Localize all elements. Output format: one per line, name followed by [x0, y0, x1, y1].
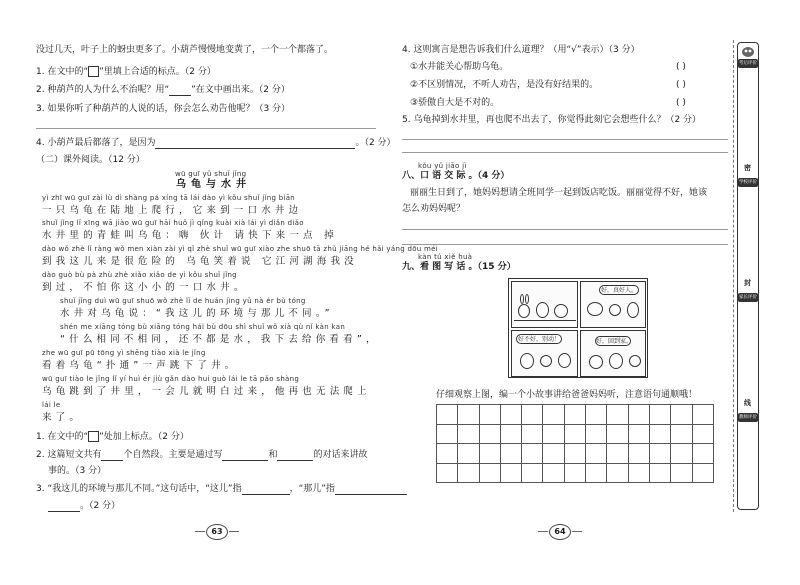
speech-bubble: 好，真好人。 [600, 287, 637, 294]
question-2: 2. 种葫芦的人为什么不治呢？用“ ”在文中画出来。（2 分） [36, 85, 290, 95]
answer-blank[interactable] [277, 452, 313, 461]
pinyin-line: zhe wū guī pū tōng yì shēng tiào xià le jǐng [42, 349, 206, 357]
rabbit-ear [525, 294, 529, 304]
section-8-pinyin: kǒu yǔ jiāo jì [418, 162, 467, 170]
sidebar-label: 家长评价 [739, 295, 757, 300]
owl-icon [741, 46, 755, 57]
speech-bubble: 好，回到家。 [596, 338, 633, 345]
page-number-right: 64 [549, 524, 571, 540]
section-8-text: 丽丽生日到了，她妈妈想请全班同学一起到饭店吃饭。丽丽觉得不好，她该 [410, 188, 708, 198]
story-title: 乌龟与水井 [176, 179, 251, 190]
rabbit-ear [520, 294, 524, 304]
intro-text: 没过几天，叶子上的蚜虫更多了。小葫芦慢慢地变黄了，一个一个都落了。 [36, 45, 334, 55]
question-3: 3. 如果你听了种葫芦的人说的话，你会怎么劝告他呢？（3 分） [36, 104, 291, 114]
comic-strip [508, 278, 648, 378]
story-line: 来了。 [42, 412, 84, 423]
question-5-right: 5. 乌龟掉到水井里，再也爬不出去了，你觉得此刻它会想些什么？（2 分） [402, 115, 702, 125]
page-number-left: 63 [206, 524, 228, 540]
section-8-heading: 八、口 语 交 际 。（4 分） [402, 171, 510, 181]
option-1-paren[interactable]: ( ) [676, 62, 686, 72]
writing-grid[interactable] [436, 404, 714, 483]
story-line: 乌龟跳到了井里，一会儿就明白过来，他再也无法爬上 [42, 386, 371, 397]
critter [558, 353, 571, 368]
section-9-pinyin: kàn tú xiě huà [418, 253, 473, 261]
answer-blank[interactable] [242, 486, 290, 495]
pinyin-line: shén me xiāng tóng bù xiāng tóng hái bù dōu shì shuǐ wǒ xià qù nǐ kàn kan [60, 323, 346, 331]
story-line: 到我这儿来是很危险的 乌龟笑着说 它江河湖海我没 [42, 256, 358, 267]
critter [627, 302, 639, 318]
critter [540, 355, 552, 367]
blank-box [88, 431, 99, 442]
reading-question-1: 1. 在文中的“ ”处加上标点。（2 分） [36, 432, 189, 442]
answer-line[interactable] [402, 139, 728, 140]
pinyin-line: yì zhī wū guī zài lù dì shàng pá xíng tā lái dào yì kǒu shuǐ jǐng biān [42, 194, 296, 202]
sidebar-char: 密 [744, 164, 751, 172]
answer-blank[interactable] [155, 140, 355, 149]
critter [587, 302, 603, 316]
option-3-paren[interactable]: ( ) [676, 98, 686, 108]
answer-line[interactable] [36, 128, 376, 129]
answer-blank[interactable] [101, 452, 123, 461]
section-8-text-cont: 怎么劝妈妈呢？ [402, 204, 466, 214]
underline-blank[interactable] [169, 87, 191, 96]
writing-instruction: 仔细观察上图，编一个小故事讲给爸爸妈妈听，注意语句通顺哦！ [436, 390, 698, 400]
answer-line[interactable] [402, 152, 728, 153]
sidebar-label: 学校评价 [739, 180, 757, 185]
reading-question-3: 3. “我这儿的环境与那儿不同。”这句话中，“这儿”指 ，“那儿”指 [36, 484, 407, 495]
answer-blank[interactable] [335, 486, 407, 495]
critter [629, 355, 641, 367]
ground-line [514, 320, 576, 321]
comic-panel-2 [580, 281, 646, 328]
story-line: 一只乌龟在陆地上爬行，它来到一口水井边 [42, 205, 303, 216]
sidebar-char: 线 [744, 399, 751, 407]
option-1: ①水井能关心帮助乌龟。 [410, 62, 509, 72]
pinyin-line: dào wǒ zhè lǐ ràng wǒ men xiàn zài yì qǐ zhè shuǐ wū guī xiào zhe shuō tā zhǔ jiāng hé hǎi yáng dōu méi [42, 245, 439, 253]
story-title-pinyin: wū guī yǔ shuǐ jǐng [175, 170, 247, 178]
question-4: 4. 小葫芦最后都落了，是因为 。（2 分） [36, 138, 396, 148]
reading-question-3-cont: 。（2 分） [48, 501, 120, 512]
section-9-heading: 九、看 图 写 话 。（15 分） [402, 262, 516, 272]
reading-question-2-cont: 事的。（3 分） [48, 466, 107, 476]
critter [589, 355, 603, 369]
pinyin-line: wū guī tiào le jǐng lǐ yí huì ér jiù gǎn dào huí guò lái le tā pǎo shàng [42, 375, 300, 383]
critter [520, 353, 534, 369]
pinyin-line: lái le [42, 401, 61, 409]
sidebar-label: 考后评价 [739, 61, 757, 66]
cut-line [733, 40, 734, 512]
pinyin-line: shuǐ jǐng duì wū guī shuō wǒ zhè lǐ de huán jìng yǔ nà ér bù tóng [60, 297, 306, 305]
option-2-paren[interactable]: ( ) [676, 80, 686, 90]
story-line: 水井里的青蛙叫乌龟：嗨 伙计 请快下来一点 掉 [42, 230, 338, 241]
sidebar-label: 教师评价 [739, 415, 757, 420]
section-2-heading: （二）课外阅读。（12 分） [36, 155, 145, 165]
critter [554, 304, 568, 318]
answer-line[interactable] [402, 244, 728, 245]
pinyin-line: dào guò bù pà zhù zhè xiǎo xiǎo de yì kǒu shuǐ jǐng [42, 271, 237, 279]
binding-sidebar [737, 42, 759, 510]
answer-blank[interactable] [48, 503, 80, 512]
option-2: ②不区别情况，不听人劝告，是没有好结果的。 [410, 80, 599, 90]
blank-box [88, 66, 99, 77]
story-line: 到过，不怕你这小小的一口水井。 [42, 282, 248, 293]
critter [609, 353, 623, 369]
story-line: “什么相同不相同，还不都是水，我下去给你看看”， [60, 334, 380, 345]
comic-panel-4 [580, 330, 646, 377]
critter [536, 302, 549, 318]
answer-line[interactable] [402, 229, 728, 230]
answer-blank[interactable] [222, 452, 268, 461]
option-3: ③骄傲自大是不对的。 [410, 98, 500, 108]
sidebar-char: 封 [744, 279, 751, 287]
pinyin-line: shuǐ jǐng lǐ xīng wā jiào wū guī hāi huǒ jì qǐng kuài xià lái yì diǎn diǎo [42, 219, 304, 227]
question-4-right: 4. 这则寓言是想告诉我们什么道理？（用“√”表示）（3 分） [402, 45, 640, 55]
critter [518, 304, 530, 318]
critter [609, 304, 621, 316]
comic-panel-1 [511, 281, 578, 328]
speech-bubble: 好不好，别动！ [517, 336, 560, 343]
story-line: 水井对乌龟说：“我这儿的环境与那儿不同。” [60, 308, 334, 319]
comic-panel-3 [511, 330, 578, 377]
story-line: 看着乌龟“扑通”一声跳下了井。 [42, 360, 239, 371]
reading-question-2: 2. 这篇短文共有 个自然段。主要是通过写 和 的对话来讲故 [36, 450, 368, 460]
question-1: 1. 在文中的“ ”里填上合适的标点。（2 分） [36, 67, 216, 77]
